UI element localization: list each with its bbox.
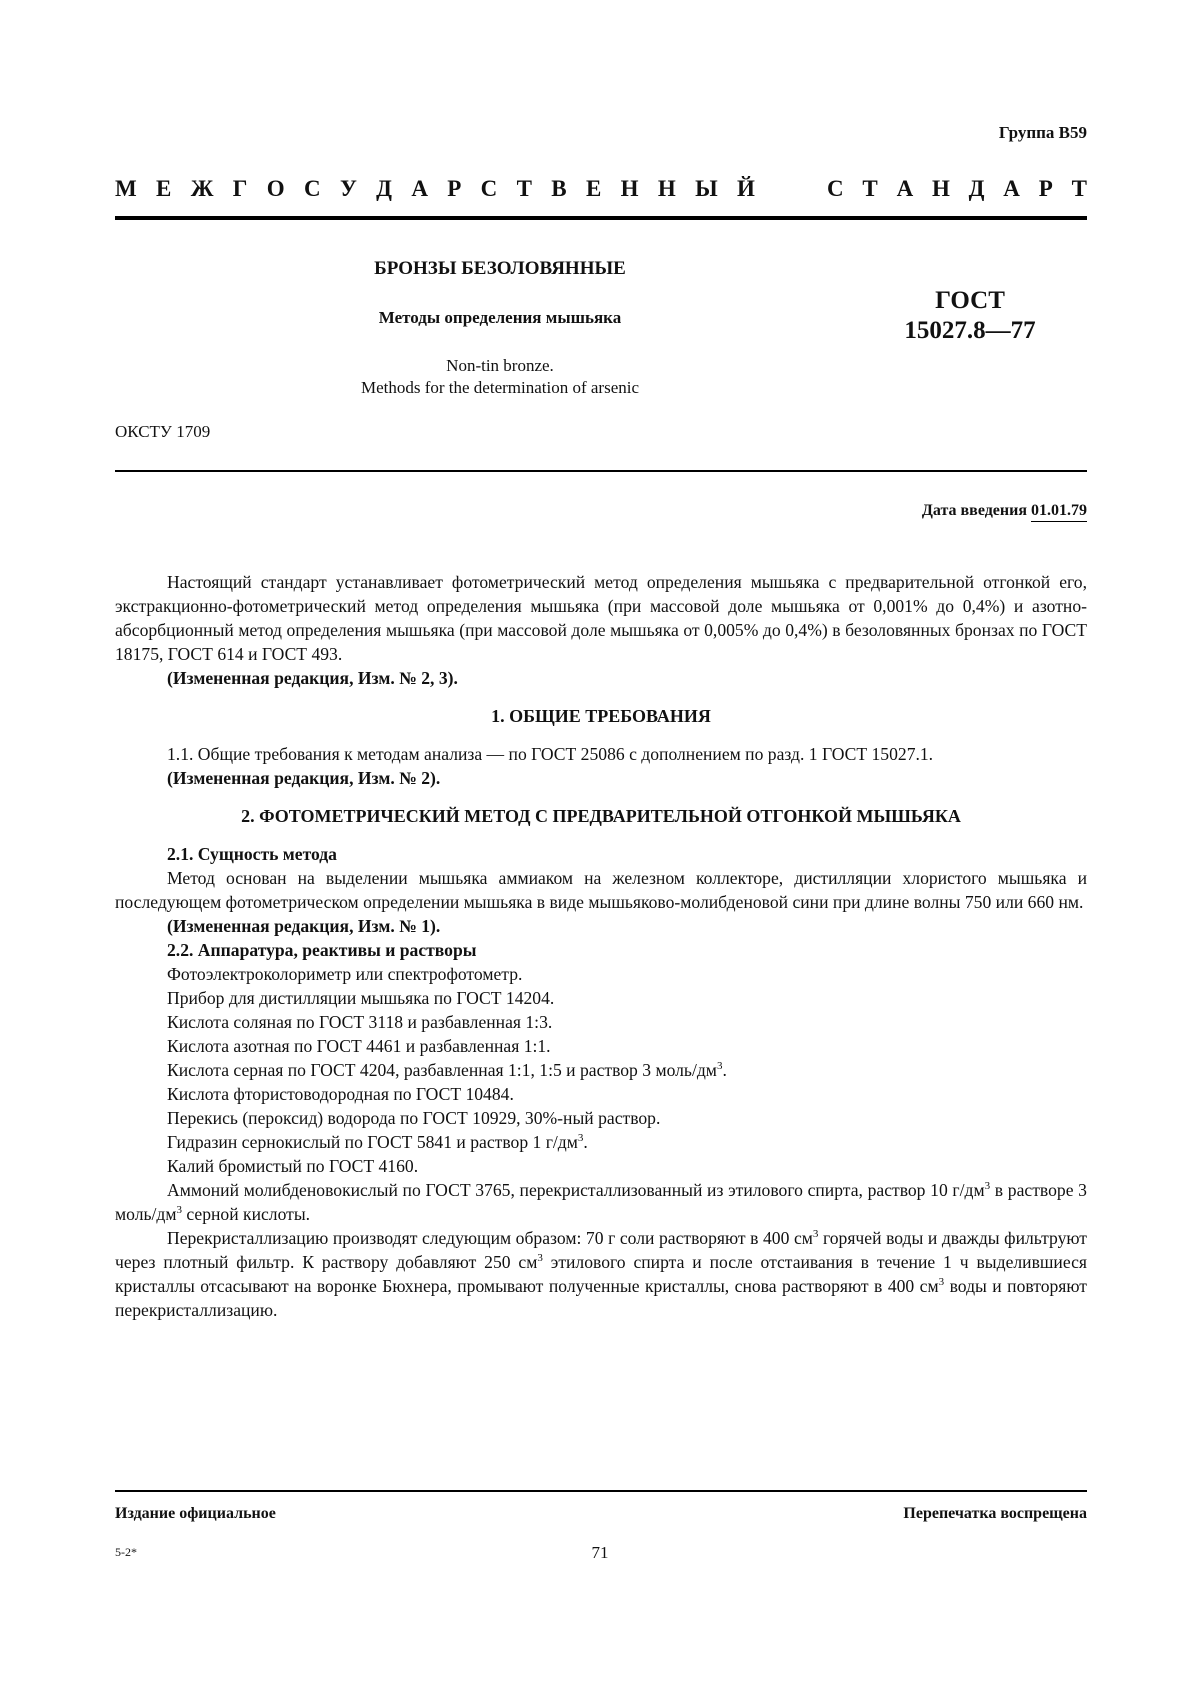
title-rule	[115, 470, 1087, 472]
banner-letter: Р	[447, 176, 462, 201]
superscript: 3	[716, 1060, 723, 1073]
banner-letter: А	[1003, 176, 1020, 201]
list-item-text: .	[722, 1060, 727, 1080]
list-item-text: в растворе 3 моль/дм	[115, 1180, 1087, 1224]
oksty-code: ОКСТУ 1709	[115, 422, 211, 441]
superscript: 3	[812, 1228, 819, 1241]
page-number: 71	[591, 1543, 609, 1562]
list-item-text: Гидразин сернокислый по ГОСТ 5841 и раствор 1 г/дм	[167, 1132, 578, 1152]
banner-letter: С	[303, 176, 321, 201]
banner-word-standard	[827, 176, 1087, 202]
clause-2-2-heading: 2.2. Аппаратура, реактивы и растворы	[167, 940, 477, 960]
document-title: БРОНЗЫ БЕЗОЛОВЯННЫЕ	[374, 258, 626, 279]
banner-letter: Т	[862, 176, 878, 201]
intro-paragraph: Настоящий стандарт устанавливает фотометрический метод определения мышьяка с предварительной отгонкой его, экстракционно-фотометрический метод определения мышьяка (при массовой доле мышьяка от 0,001% до 0,4%) и азотно-абсорбционный метод определения мышьяка (при массовой доле мышьяка от 0,005% до 0,4%) в безоловянных бронзах по ГОСТ 18175, ГОСТ 614 и ГОСТ 493.	[115, 572, 1087, 664]
list-item: Прибор для дистилляции мышьяка по ГОСТ 14204.	[167, 988, 555, 1008]
banner-letter: Е	[156, 176, 172, 201]
paragraph-text: Перекристаллизацию производят следующим образом: 70 г соли растворяют в 400 см	[167, 1228, 813, 1248]
superscript: 3	[984, 1180, 991, 1193]
list-item-text: Кислота серная по ГОСТ 4204, разбавленная 1:1, 1:5 и раствор 3 моль/дм	[167, 1060, 717, 1080]
paragraph-text: горячей воды и дважды фильтруют через плотный фильтр. К раствору добавляют 250 см	[115, 1228, 1087, 1272]
paragraph-text: воды и повторяют перекристаллизацию.	[115, 1276, 1087, 1320]
banner-letter: Ж	[190, 176, 214, 201]
banner-word-interstate	[115, 176, 755, 202]
banner-letter: Е	[585, 176, 602, 201]
list-item	[115, 1178, 1087, 1226]
interstate-standard-banner	[115, 176, 1087, 202]
header-rule-thick	[115, 216, 1087, 220]
intro-change-note: (Измененная редакция, Изм. № 2, 3).	[167, 668, 458, 688]
list-item	[115, 1058, 1087, 1082]
document-subtitle: Методы определения мышьяка	[378, 308, 622, 327]
list-item: Кислота соляная по ГОСТ 3118 и разбавленная 1:3.	[167, 1012, 553, 1032]
list-item-text: Аммоний молибденовокислый по ГОСТ 3765, перекристаллизованный из этилового спирта, раствор 10 г/дм	[167, 1180, 985, 1200]
paragraph-text: этилового спирта и после отстаивания в течение 1 ч выделившиеся кристаллы отсасывают на воронке Бюхнера, промывают полученные кристаллы, снова растворяют в 400 см	[115, 1252, 1087, 1296]
list-item-text: серной кислоты.	[181, 1204, 311, 1224]
gost-number: 15027.8—77	[904, 317, 1036, 344]
reprint-prohibited-label: Перепечатка воспрещена	[903, 1505, 1087, 1522]
banner-letter: Т	[1071, 176, 1087, 201]
banner-letter: У	[339, 176, 357, 201]
banner-letter: Г	[232, 176, 248, 201]
banner-letter: С	[480, 176, 498, 201]
banner-letter: Н	[620, 176, 639, 201]
introduction-date	[922, 502, 1087, 520]
banner-letter: Ы	[695, 176, 718, 201]
superscript: 3	[176, 1204, 182, 1217]
banner-letter: Т	[516, 176, 532, 201]
recrystallization-paragraph	[115, 1226, 1087, 1322]
banner-letter: М	[115, 176, 137, 201]
banner-letter: А	[896, 176, 914, 201]
banner-letter: О	[266, 176, 285, 201]
document-body	[115, 570, 1087, 1322]
banner-letter: С	[827, 176, 844, 201]
footer-rule	[115, 1490, 1087, 1492]
list-item: Калий бромистый по ГОСТ 4160.	[167, 1156, 419, 1176]
clause-1-1: 1.1. Общие требования к методам анализа — по ГОСТ 25086 с дополнением по разд. 1 ГОСТ 15027.1.	[167, 744, 934, 764]
list-item: Перекись (пероксид) водорода по ГОСТ 10929, 30%-ный раствор.	[167, 1108, 661, 1128]
print-signature: 5-2*	[115, 1545, 137, 1559]
superscript: 3	[577, 1132, 584, 1145]
clause-2-1-text: Метод основан на выделении мышьяка аммиаком на железном коллекторе, дистилляции хлористого мышьяка и последующем фотометрическом определении мышьяка в виде мышьяково-молибденовой сини при длине волны 750 или 660 нм.	[115, 868, 1087, 912]
list-item	[115, 1130, 1087, 1154]
list-item-text: .	[583, 1132, 588, 1152]
list-item: Фотоэлектроколориметр или спектрофотометр.	[167, 964, 523, 984]
banner-letter: Н	[931, 176, 950, 201]
group-code: Группа В59	[998, 123, 1087, 142]
clause-2-1-heading: 2.1. Сущность метода	[167, 844, 337, 864]
clause-2-1-change-note: (Измененная редакция, Изм. № 1).	[167, 916, 441, 936]
banner-letter: Р	[1038, 176, 1053, 201]
list-item: Кислота азотная по ГОСТ 4461 и разбавленная 1:1.	[167, 1036, 551, 1056]
banner-letter: Д	[376, 176, 392, 201]
clause-1-change-note: (Измененная редакция, Изм. № 2).	[167, 768, 441, 788]
official-edition-label: Издание официальное	[115, 1505, 276, 1522]
banner-letter: В	[551, 176, 567, 201]
banner-letter: Н	[657, 176, 676, 201]
superscript: 3	[537, 1252, 543, 1265]
section-2-heading: 2. ФОТОМЕТРИЧЕСКИЙ МЕТОД С ПРЕДВАРИТЕЛЬНОЙ ОТГОНКОЙ МЫШЬЯКА	[241, 806, 961, 826]
superscript: 3	[938, 1276, 945, 1289]
banner-letter: Й	[736, 176, 755, 201]
introduction-date-value: 01.01.79	[1031, 502, 1087, 522]
banner-letter: А	[411, 176, 428, 201]
english-title-line-1: Non-tin bronze.	[446, 356, 554, 375]
gost-label: ГОСТ	[935, 287, 1005, 314]
banner-letter: Д	[968, 176, 985, 201]
section-1-heading: 1. ОБЩИЕ ТРЕБОВАНИЯ	[491, 706, 711, 726]
english-title-line-2: Methods for the determination of arsenic	[360, 378, 640, 397]
list-item: Кислота фтористоводородная по ГОСТ 10484.	[167, 1084, 514, 1104]
introduction-date-label: Дата введения	[921, 502, 1031, 519]
